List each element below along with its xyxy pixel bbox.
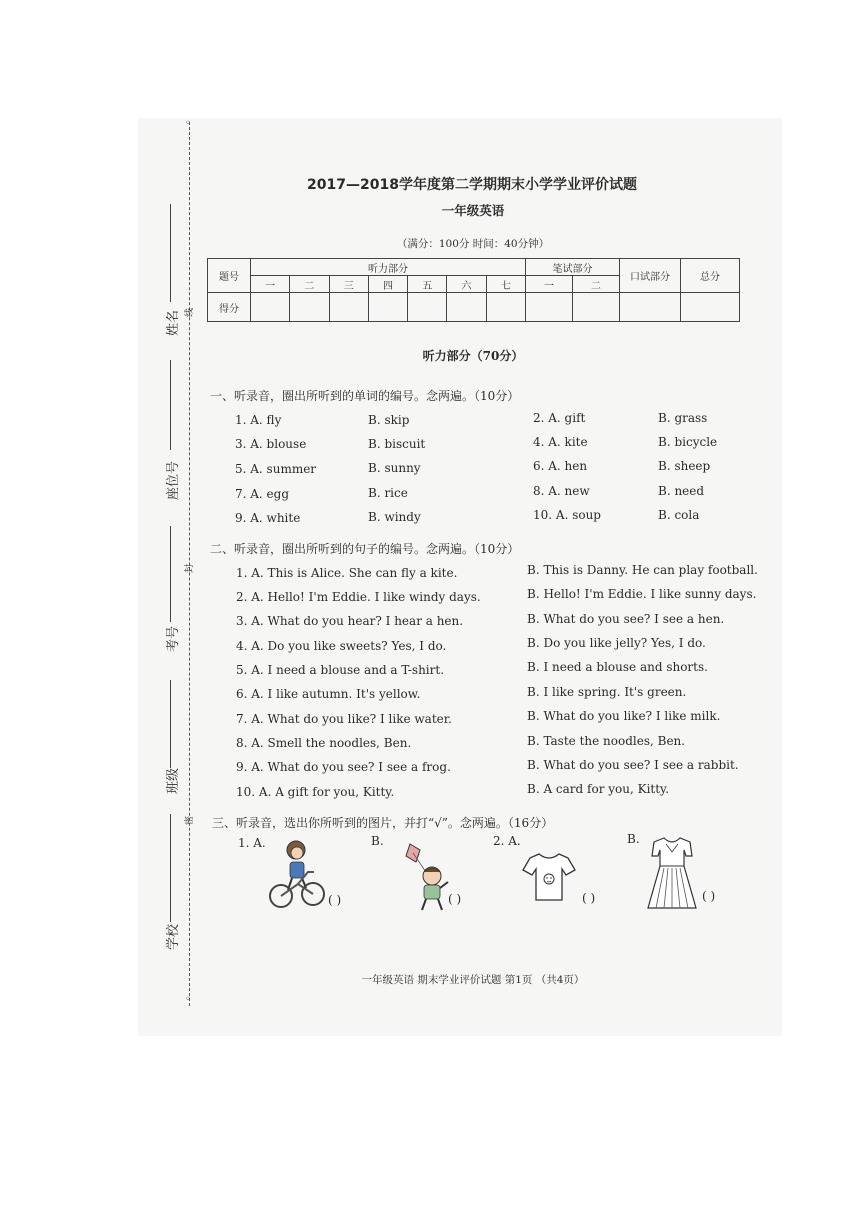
s2-option[interactable]: B. This is Danny. He can play football. <box>527 563 758 577</box>
page-footer: 一年级英语 期末学业评价试题 第1页 （共4页） <box>361 974 585 986</box>
col-listening-1: 一 <box>251 276 290 293</box>
row-label-score: 得分 <box>208 293 251 322</box>
binding-mark-feng: 封 <box>185 563 196 574</box>
s2-option[interactable]: 7. A. What do you like? I like water. <box>236 712 452 726</box>
s3-answer-paren[interactable]: ( ) <box>702 889 716 903</box>
seat-label: 座位号 <box>166 460 181 500</box>
s2-option[interactable]: 5. A. I need a blouse and a T-shirt. <box>236 663 445 677</box>
s2-option[interactable]: 2. A. Hello! I'm Eddie. I like windy days. <box>236 590 481 604</box>
score-cell[interactable] <box>573 293 620 322</box>
s2-option[interactable]: B. What do you see? I see a rabbit. <box>527 758 739 772</box>
score-cell[interactable] <box>486 293 525 322</box>
s3-label: B. <box>627 832 640 846</box>
tshirt-icon <box>522 852 576 902</box>
binding-mark-xian: 线 <box>185 307 196 318</box>
exam-no-label: 考号 <box>166 625 181 652</box>
seat-line <box>170 360 171 450</box>
dress-icon <box>644 836 700 912</box>
school-label: 学校 <box>166 923 181 950</box>
child-on-bicycle-icon <box>268 838 328 910</box>
col-listening-2: 二 <box>290 276 329 293</box>
section3-heading: 三、听录音，选出你所听到的图片，并打“√”。念两遍。（16分） <box>212 816 554 830</box>
s2-option[interactable]: B. Hello! I'm Eddie. I like sunny days. <box>527 587 757 601</box>
s2-option[interactable]: 9. A. What do you see? I see a frog. <box>236 760 451 774</box>
score-cell[interactable] <box>290 293 329 322</box>
s2-option[interactable]: 8. A. Smell the noodles, Ben. <box>236 736 412 750</box>
col-listening-4: 四 <box>368 276 407 293</box>
s1-option[interactable]: 8. A. new <box>533 484 590 498</box>
section1-heading: 一、听录音，圈出所听到的单词的编号。念两遍。（10分） <box>210 389 520 403</box>
s1-option[interactable]: 1. A. fly <box>235 413 282 427</box>
s3-label: 2. A. <box>493 834 521 848</box>
row-label-question: 题号 <box>208 259 251 293</box>
score-cell[interactable] <box>251 293 290 322</box>
exam-subtitle: 一年级英语 <box>441 203 505 218</box>
s3-label: 1. A. <box>238 836 266 850</box>
section2-heading: 二、听录音，圈出所听到的句子的编号。念两遍。（10分） <box>210 542 520 556</box>
s1-option[interactable]: B. skip <box>368 413 410 427</box>
s1-option[interactable]: B. sheep <box>658 459 711 473</box>
s3-answer-paren[interactable]: ( ) <box>448 892 462 906</box>
s3-answer-paren[interactable]: ( ) <box>328 893 342 907</box>
exam-no-line <box>170 526 171 622</box>
s1-option[interactable]: B. sunny <box>368 461 421 475</box>
score-cell[interactable] <box>681 293 740 322</box>
s1-option[interactable]: 7. A. egg <box>235 487 290 501</box>
s1-option[interactable]: 3. A. blouse <box>235 437 307 451</box>
col-listening-3: 三 <box>329 276 368 293</box>
s2-option[interactable]: B. Taste the noodles, Ben. <box>527 734 686 748</box>
s3-answer-paren[interactable]: ( ) <box>582 891 596 905</box>
col-written-1: 一 <box>526 276 573 293</box>
s2-option[interactable]: 6. A. I like autumn. It's yellow. <box>236 687 421 701</box>
score-cell[interactable] <box>329 293 368 322</box>
listening-part-heading: 听力部分（70分） <box>422 349 524 363</box>
header-total: 总分 <box>681 259 740 293</box>
s3-label: B. <box>371 834 384 848</box>
s1-option[interactable]: B. windy <box>368 510 421 524</box>
s2-option[interactable]: 3. A. What do you hear? I hear a hen. <box>236 614 464 628</box>
s2-option[interactable]: B. What do you see? I see a hen. <box>527 612 725 626</box>
s1-option[interactable]: 9. A. white <box>235 511 301 525</box>
score-cell[interactable] <box>368 293 407 322</box>
exam-meta: （满分：100分 时间：40分钟） <box>396 238 550 250</box>
s1-option[interactable]: B. rice <box>368 486 408 500</box>
s1-option[interactable]: 6. A. hen <box>533 459 588 473</box>
name-label: 姓名 <box>166 309 181 336</box>
s1-option[interactable]: B. cola <box>658 508 700 522</box>
col-listening-6: 六 <box>447 276 486 293</box>
s1-option[interactable]: B. grass <box>658 411 708 425</box>
s1-option[interactable]: 10. A. soup <box>533 508 601 522</box>
s2-option[interactable]: B. I need a blouse and shorts. <box>527 660 708 674</box>
child-with-kite-icon <box>404 842 450 912</box>
score-cell[interactable] <box>620 293 681 322</box>
s1-option[interactable]: B. need <box>658 484 705 498</box>
col-listening-7: 七 <box>486 276 525 293</box>
score-table <box>207 258 740 322</box>
binding-top-mark: ◦ <box>185 118 191 129</box>
s1-option[interactable]: 2. A. gift <box>533 411 586 425</box>
binding-mark-mi: 密 <box>185 815 196 826</box>
col-listening-5: 五 <box>408 276 447 293</box>
s2-option[interactable]: B. A card for you, Kitty. <box>527 782 670 796</box>
s2-option[interactable]: B. I like spring. It's green. <box>527 685 687 699</box>
header-listening: 听力部分 <box>251 259 526 276</box>
header-oral: 口试部分 <box>620 259 681 293</box>
score-cell[interactable] <box>447 293 486 322</box>
class-line <box>170 680 171 768</box>
score-cell[interactable] <box>526 293 573 322</box>
binding-bottom-mark: ◦ <box>185 994 191 1005</box>
class-label: 班级 <box>166 767 181 794</box>
s1-option[interactable]: 4. A. kite <box>533 435 588 449</box>
s1-option[interactable]: B. bicycle <box>658 435 718 449</box>
exam-title: 2017—2018学年度第二学期期末小学学业评价试题 <box>307 177 637 193</box>
s2-option[interactable]: B. What do you like? I like milk. <box>527 709 721 723</box>
s1-option[interactable]: B. biscuit <box>368 437 426 451</box>
s2-option[interactable]: 10. A. A gift for you, Kitty. <box>236 785 395 799</box>
score-cell[interactable] <box>408 293 447 322</box>
col-written-2: 二 <box>573 276 620 293</box>
school-line <box>170 814 171 922</box>
header-written: 笔试部分 <box>526 259 620 276</box>
s1-option[interactable]: 5. A. summer <box>235 462 317 476</box>
s2-option[interactable]: 1. A. This is Alice. She can fly a kite. <box>236 566 458 580</box>
s2-option[interactable]: B. Do you like jelly? Yes, I do. <box>527 636 706 650</box>
s2-option[interactable]: 4. A. Do you like sweets? Yes, I do. <box>236 639 447 653</box>
